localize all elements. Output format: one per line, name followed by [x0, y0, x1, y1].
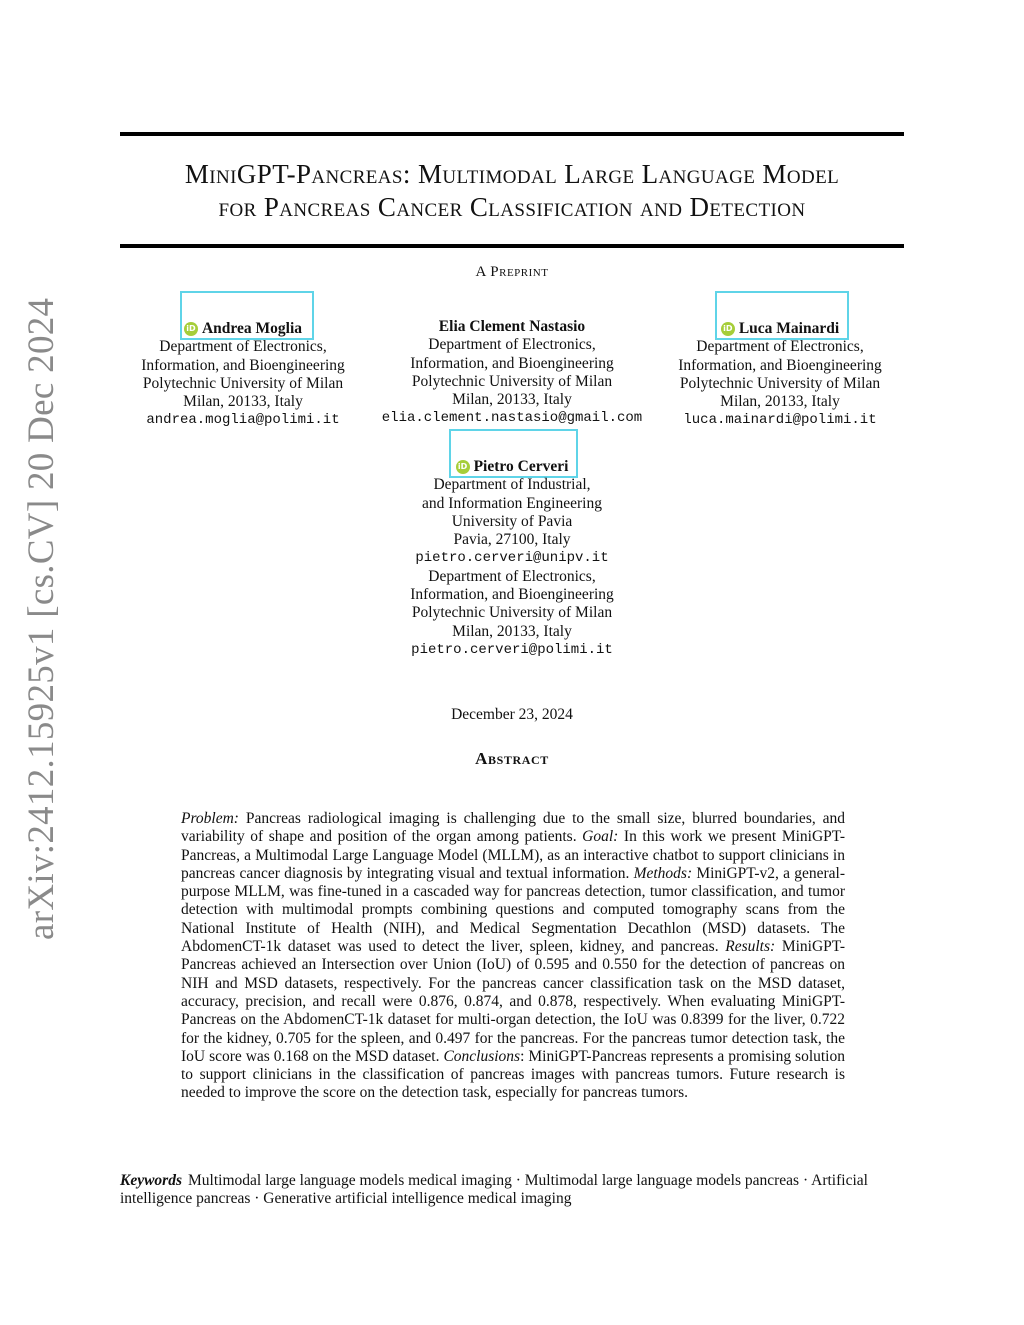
author-name-mainardi[interactable]: iD Luca Mainardi [721, 320, 839, 338]
paper-title [120, 158, 904, 224]
affiliation-line: Polytechnic University of Milan [142, 374, 344, 392]
affiliation-line: Polytechnic University of Milan [679, 374, 881, 392]
orcid-icon[interactable]: iD [456, 460, 470, 474]
keywords-label: Keywords [120, 1172, 182, 1189]
affiliation-line: Milan, 20133, Italy [183, 393, 303, 411]
conclusions-text: : MiniGPT-Pancreas represents a promising solution to support clinicians in the classification of pancreas images with pancreas tumors. Future research is needed to improve the score on the detection task, especially for pancreas tumors. [181, 1047, 845, 1102]
affiliation-line: Information, and Bioengineering [141, 356, 345, 374]
affiliation-line: Information, and Bioengineering [678, 356, 882, 374]
results-text: MiniGPT-Pancreas achieved an Intersection over Union (IoU) of 0.595 and 0.550 for the detection of pancreas on NIH and MSD datasets, respectively. For the pancreas cancer classification task on the MSD dataset, accuracy, precision, and recall were 0.876, 0.874, and 0.878, respectively. When evaluating MiniGPT-Pancreas on the AbdomenCT-1k dataset for multi-organ detection, the IoU was 0.8399 for the liver, 0.722 for the kidney, 0.705 for the spleen, and 0.497 for the pancreas. For the pancreas tumor detection task, the IoU score was 0.168 on the MSD dataset. [181, 938, 845, 1065]
affiliation-line: Milan, 20133, Italy [720, 393, 840, 411]
title-bottom-rule [120, 244, 904, 248]
author-block-nastasio [362, 318, 662, 428]
problem-label: Problem: [181, 810, 239, 827]
author-name-moglia[interactable]: iD Andrea Moglia [184, 320, 302, 338]
author-block-moglia [93, 318, 393, 430]
affiliation-line: Polytechnic University of Milan [411, 372, 613, 390]
keywords-section [120, 1172, 904, 1209]
title-top-rule [120, 132, 904, 136]
affiliation-line: Milan, 20133, Italy [452, 391, 572, 409]
author-email[interactable]: andrea.moglia@polimi.it [146, 412, 340, 429]
abstract-body [181, 810, 845, 1103]
goal-label: Goal: [582, 828, 619, 846]
author-name-cerveri[interactable]: iD Pietro Cerveri [456, 458, 569, 476]
title-line-1: MiniGPT-Pancreas: Multimodal Large Language Model [184, 159, 840, 189]
affiliation-line: Department of Electronics, [696, 338, 864, 356]
problem-text: Pancreas radiological imaging is challenging due to the small size, blurred boundaries, and variability of shape and position of the organ among patients. [181, 810, 845, 846]
keywords-text: Multimodal large language models medical imaging · Multimodal large language models pancreas · Artificial intelligence pancreas · Generative artificial intelligence medical imaging [120, 1172, 868, 1208]
methods-text: MiniGPT-v2, a general-purpose MLLM, was fine-tuned in a cascaded way for pancreas detection, tumor classification, and tumor detection with multimodal prompts combining questions and computed tomography scans from the National Institute of Health (NIH), and Medical Segmentation Decathlon (MSD) datasets. The AbdomenCT-1k dataset was used to detect the liver, spleen, kidney, and pancreas. [181, 864, 845, 956]
author-email[interactable]: pietro.cerveri@polimi.it [411, 641, 613, 658]
results-label: Results: [725, 938, 776, 956]
author-email[interactable]: pietro.cerveri@unipv.it [415, 550, 609, 567]
affiliation-line: Department of Electronics, [428, 567, 596, 585]
affiliation-line: University of Pavia [451, 512, 573, 530]
affiliation-line: Department of Electronics, [428, 336, 596, 354]
abstract-heading: Abstract [475, 749, 549, 768]
affiliation-line: Department of Electronics, [159, 338, 327, 356]
affiliation-line: and Information Engineering [422, 494, 602, 512]
author-email[interactable]: luca.mainardi@polimi.it [683, 412, 877, 429]
affiliation-line: Information, and Bioengineering [410, 586, 614, 604]
author-block-mainardi [630, 318, 930, 430]
affiliation-line: Milan, 20133, Italy [452, 622, 572, 640]
preprint-label: A Preprint [475, 264, 549, 280]
publication-date: December 23, 2024 [451, 706, 573, 723]
author-email[interactable]: elia.clement.nastasio@gmail.com [381, 410, 643, 427]
affiliation-line: Information, and Bioengineering [410, 354, 614, 372]
author-block-cerveri [362, 456, 662, 659]
title-line-2: for Pancreas Cancer Classification and Detection [218, 192, 806, 222]
methods-label: Methods: [633, 864, 693, 882]
conclusions-label: Conclusions [443, 1047, 521, 1065]
goal-text: In this work we present MiniGPT-Pancreas, a Multimodal Large Language Model (MLLM), as an interactive chatbot to support clinicians in pancreas cancer diagnosis by integrating visual and textual information. [181, 828, 845, 882]
affiliation-line: Pavia, 27100, Italy [453, 531, 571, 549]
author-name-nastasio: Elia Clement Nastasio [438, 318, 586, 335]
orcid-icon[interactable]: iD [184, 322, 198, 336]
affiliation-line: Department of Industrial, [433, 476, 591, 494]
affiliation-line: Polytechnic University of Milan [411, 604, 613, 622]
orcid-icon[interactable]: iD [721, 322, 735, 336]
arxiv-identifier-stamp: arXiv:2412.15925v1 [cs.CV] 20 Dec 2024 [21, 297, 62, 940]
